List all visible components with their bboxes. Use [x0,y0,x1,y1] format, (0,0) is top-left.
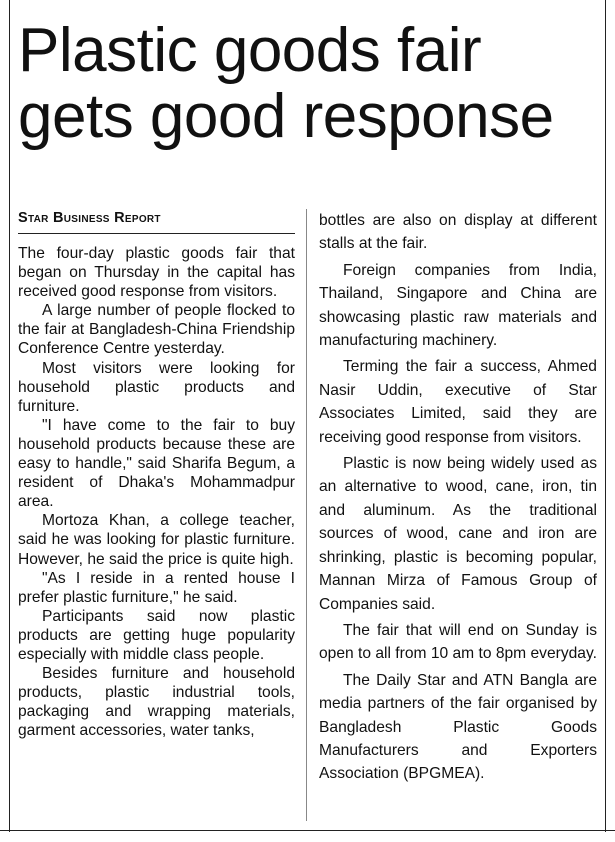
paragraph: Most visitors were looking for household plastic products and furniture. [18,359,295,415]
article-byline: Star Business Report [18,209,295,234]
page-border-bottom [0,830,615,831]
paragraph: Foreign companies from India, Thailand, Singapore and China are showcasing plastic raw materials and manufacturing machinery. [319,261,597,350]
paragraph: bottles are also on display at different stalls at the fair. [319,212,597,253]
article-headline: Plastic goods fair gets good response [18,16,554,151]
paragraph: The four-day plastic goods fair that began on Thursday in the capital has received good response from visitors. [18,245,295,301]
column-divider [306,209,307,821]
paragraph: Besides furniture and household products, plastic industrial tools, packaging and wrapping materials, garment accessories, water tanks, [18,665,295,740]
paragraph: Participants said now plastic products are getting huge popularity especially with middle class people. [18,607,295,663]
page-border-left [9,0,10,832]
page-border-right [605,0,606,832]
article-column-2 [319,209,597,789]
paragraph: Plastic is now being widely used as an alternative to wood, cane, iron, tin and aluminum. As the traditional sources of wood, cane and iron are shrinking, plastic is becoming popular, Mannan Mirza of Famous Group of Companies said. [319,455,597,613]
paragraph: The Daily Star and ATN Bangla are media partners of the fair organised by Bangladesh Plastic Goods Manufacturers and Exporters Association (BPGMEA). [319,671,597,783]
article-column-1 [18,209,295,740]
paragraph: A large number of people flocked to the fair at Bangladesh-China Friendship Conference Centre yesterday. [18,302,295,358]
paragraph: "As I reside in a rented house I prefer plastic furniture," he said. [18,569,295,606]
paragraph: "I have come to the fair to buy household products because these are easy to handle," said Sharifa Begum, a resident of Dhaka's Mohammadpur area. [18,416,295,511]
paragraph: Terming the fair a success, Ahmed Nasir Uddin, executive of Star Associates Limited, said they are receiving good response from visitors. [319,358,597,446]
paragraph: Mortoza Khan, a college teacher, said he was looking for plastic furniture. However, he said the price is quite high. [18,512,295,568]
paragraph: The fair that will end on Sunday is open to all from 10 am to 8pm everyday. [319,621,597,663]
